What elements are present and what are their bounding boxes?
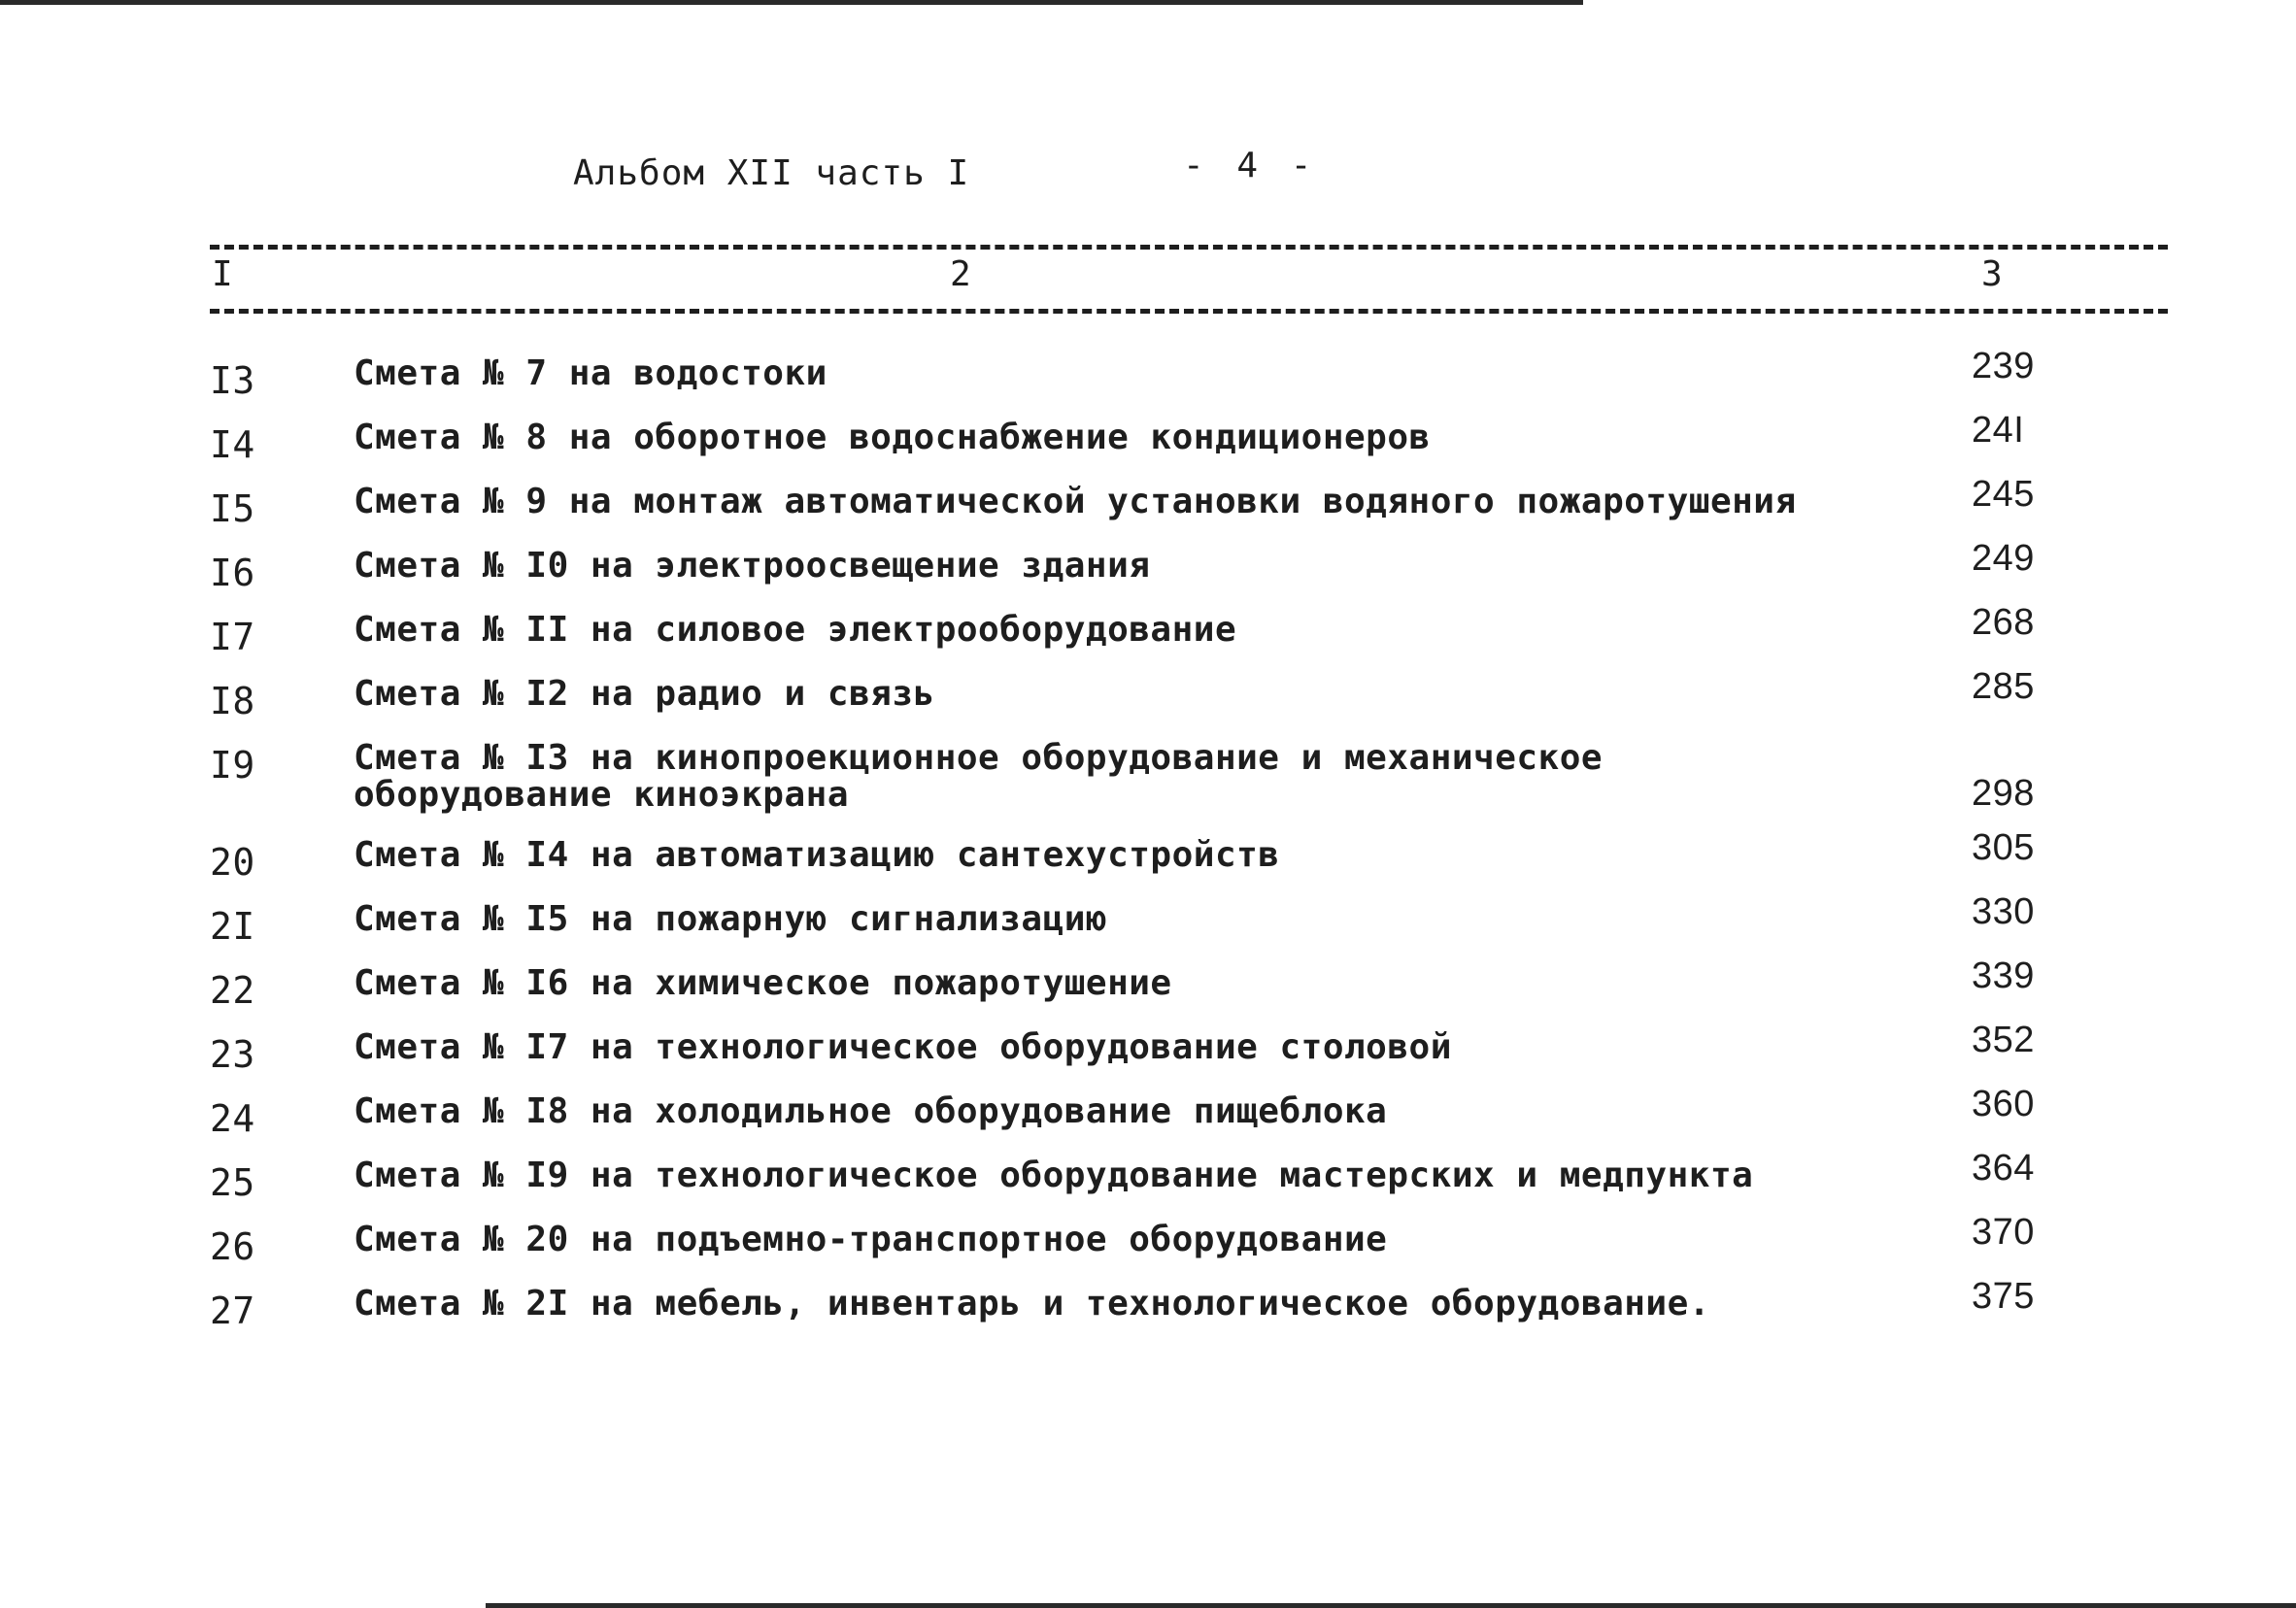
table-of-contents	[0, 346, 2296, 1346]
row-title: Смета № 8 на оборотное водоснабжение кондиционеров	[354, 418, 1431, 457]
column-header-1: I	[212, 254, 233, 294]
row-number: I5	[210, 487, 255, 530]
row-title: Смета № 7 на водостоки	[354, 353, 827, 393]
toc-row	[0, 1276, 2296, 1346]
row-number: 20	[210, 841, 255, 884]
row-number: I3	[210, 359, 255, 402]
toc-row	[0, 1212, 2296, 1282]
row-number: I4	[210, 423, 255, 466]
table-header-bottom-rule	[210, 309, 2168, 314]
row-number: 23	[210, 1033, 255, 1076]
row-number: 24	[210, 1097, 255, 1140]
toc-row	[0, 891, 2296, 961]
page-header	[0, 146, 2296, 212]
toc-row	[0, 346, 2296, 416]
row-title: Смета № 2I на мебель, инвентарь и технологическое оборудование.	[354, 1284, 1710, 1323]
row-number: I9	[210, 744, 255, 787]
toc-row	[0, 1020, 2296, 1089]
row-title: Смета № I8 на холодильное оборудование пищеблока	[354, 1091, 1388, 1131]
row-title: Смета № I5 на пожарную сигнализацию	[354, 899, 1108, 939]
row-title: Смета № II на силовое электрооборудование	[354, 610, 1237, 650]
row-page: 268	[1972, 602, 2035, 643]
toc-row	[0, 827, 2296, 897]
toc-row	[0, 955, 2296, 1025]
row-title: Смета № 9 на монтаж автоматической установки водяного пожаротушения	[354, 482, 1797, 521]
row-number: I7	[210, 616, 255, 658]
row-page: 249	[1972, 538, 2035, 579]
row-page: 360	[1972, 1084, 2035, 1124]
row-number: 22	[210, 969, 255, 1012]
row-page: 364	[1972, 1148, 2035, 1189]
row-number: 27	[210, 1290, 255, 1332]
row-page: 239	[1972, 346, 2035, 386]
row-title: Смета № I6 на химическое пожаротушение	[354, 963, 1172, 1003]
row-number: I8	[210, 680, 255, 722]
row-page: 298	[1972, 773, 2035, 814]
toc-row	[0, 1084, 2296, 1154]
row-page: 330	[1972, 891, 2035, 932]
page-number: - 4 -	[1183, 146, 1318, 185]
row-page: 305	[1972, 827, 2035, 868]
table-header-top-rule	[210, 245, 2168, 250]
row-page: 339	[1972, 955, 2035, 996]
row-page: 352	[1972, 1020, 2035, 1060]
row-title: Смета № I9 на технологическое оборудование мастерских и медпункта	[354, 1156, 1754, 1195]
toc-row	[0, 602, 2296, 672]
column-header-3: 3	[1981, 254, 2003, 294]
row-title: Смета № I0 на электроосвещение здания	[354, 546, 1151, 586]
toc-row	[0, 736, 2296, 833]
row-page: 375	[1972, 1276, 2035, 1317]
scan-edge-top	[0, 0, 1583, 5]
row-number: 25	[210, 1161, 255, 1204]
row-number: I6	[210, 552, 255, 594]
row-title: Смета № I7 на технологическое оборудование столовой	[354, 1027, 1452, 1067]
row-title: Смета № 20 на подъемно-транспортное оборудование	[354, 1220, 1388, 1259]
row-page: 285	[1972, 666, 2035, 707]
toc-row	[0, 410, 2296, 480]
row-page: 245	[1972, 474, 2035, 515]
row-title: Смета № I2 на радио и связь	[354, 674, 935, 714]
row-title: Смета № I4 на автоматизацию сантехустройств	[354, 835, 1280, 875]
toc-row	[0, 1148, 2296, 1218]
row-number: 2I	[210, 905, 255, 948]
toc-row	[0, 474, 2296, 544]
scan-edge-bottom	[486, 1603, 2296, 1608]
row-page: 24I	[1972, 410, 2025, 451]
toc-row	[0, 538, 2296, 608]
toc-row	[0, 666, 2296, 736]
row-number: 26	[210, 1225, 255, 1268]
column-header-2: 2	[950, 254, 971, 294]
album-title: Альбом XII часть I	[573, 153, 970, 193]
row-page: 370	[1972, 1212, 2035, 1253]
row-title: Смета № I3 на кинопроекционное оборудование и механическое оборудование киноэкрана	[354, 738, 1604, 815]
